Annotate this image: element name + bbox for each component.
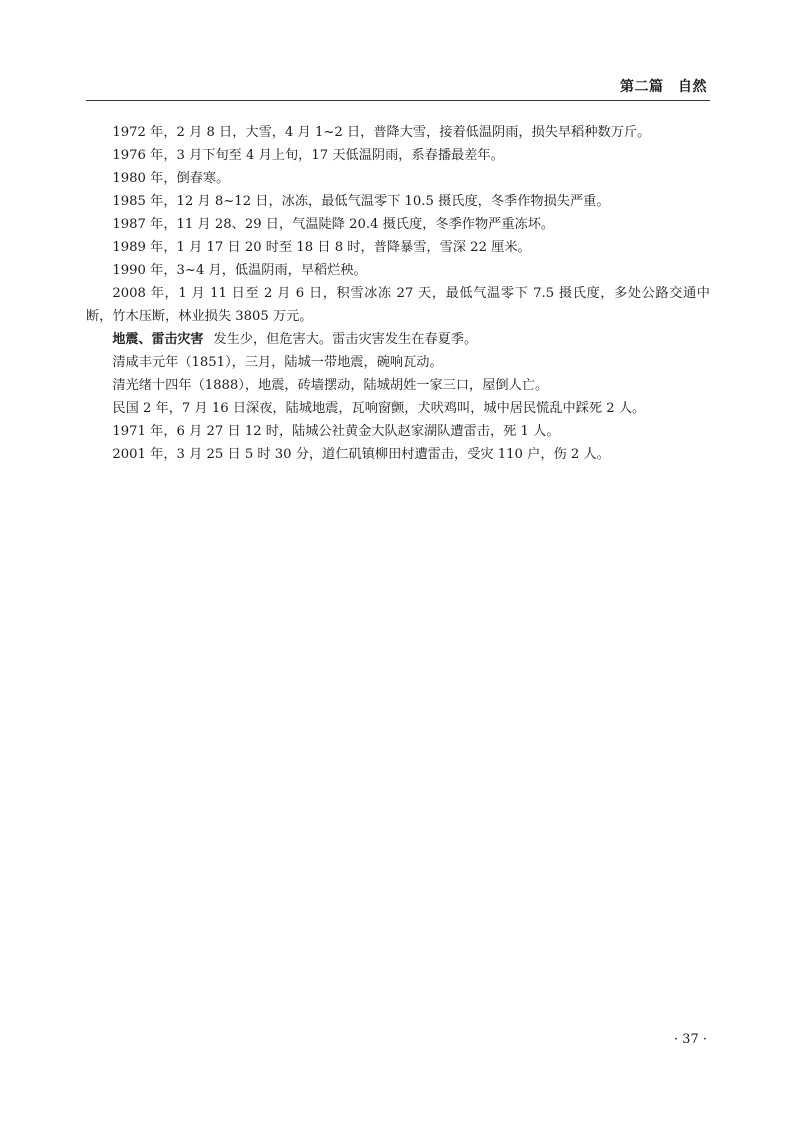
body-paragraph: 1972 年，2 月 8 日，大雪，4 月 1~2 日，普降大雪，接着低温阴雨，损失早稻种数万斤。 <box>112 125 651 140</box>
page-header-title: 第二篇 自然 <box>620 79 707 95</box>
body-paragraph: 1980 年，倒春寒。 <box>112 171 230 186</box>
body-paragraph: 1976 年，3 月下旬至 4 月上旬，17 天低温阴雨，系春播最差年。 <box>112 148 504 163</box>
body-paragraph: 清咸丰元年（1851），三月，陆城一带地震，碗响瓦动。 <box>112 355 443 370</box>
body-paragraph: 2001 年，3 月 25 日 5 时 30 分，道仁矶镇柳田村遭雷击，受灾 110 户，伤 2 人。 <box>112 447 610 462</box>
page-body <box>86 121 710 466</box>
section-heading: 地震、雷击灾害 <box>112 332 204 347</box>
header-divider <box>86 100 710 101</box>
section-intro-paragraph <box>86 328 710 351</box>
body-paragraph: 民国 2 年，7 月 16 日深夜，陆城地震，瓦响窗颤，犬吠鸡叫，城中居民慌乱中踩死 2 人。 <box>112 401 646 416</box>
body-paragraph: 1985 年，12 月 8~12 日，冰冻，最低气温零下 10.5 摄氏度，冬季作物损失严重。 <box>112 194 610 209</box>
section-intro-text: 发生少，但危害大。雷击灾害发生在春夏季。 <box>213 332 478 347</box>
body-paragraph: 1971 年，6 月 27 日 12 时，陆城公社黄金大队赵家湖队遭雷击，死 1 人。 <box>112 424 560 439</box>
body-paragraph: 清光绪十四年（1888），地震，砖墙摆动，陆城胡姓一家三口，屋倒人亡。 <box>112 378 549 393</box>
page-number: · 37 · <box>673 1032 707 1047</box>
body-paragraph: 2008 年，1 月 11 日至 2 月 6 日，积雪冰冻 27 天，最低气温零下 7.5 摄氏度，多处公路交通中断，竹木压断，林业损失 3805 万元。 <box>86 286 710 324</box>
body-paragraph: 1987 年，11 月 28、29 日，气温陡降 20.4 摄氏度，冬季作物严重冻坏。 <box>112 217 555 232</box>
body-paragraph: 1989 年，1 月 17 日 20 时至 18 日 8 时，普降暴雪，雪深 22 厘米。 <box>112 240 531 255</box>
body-paragraph: 1990 年，3~4 月，低温阴雨，早稻烂秧。 <box>112 263 367 278</box>
